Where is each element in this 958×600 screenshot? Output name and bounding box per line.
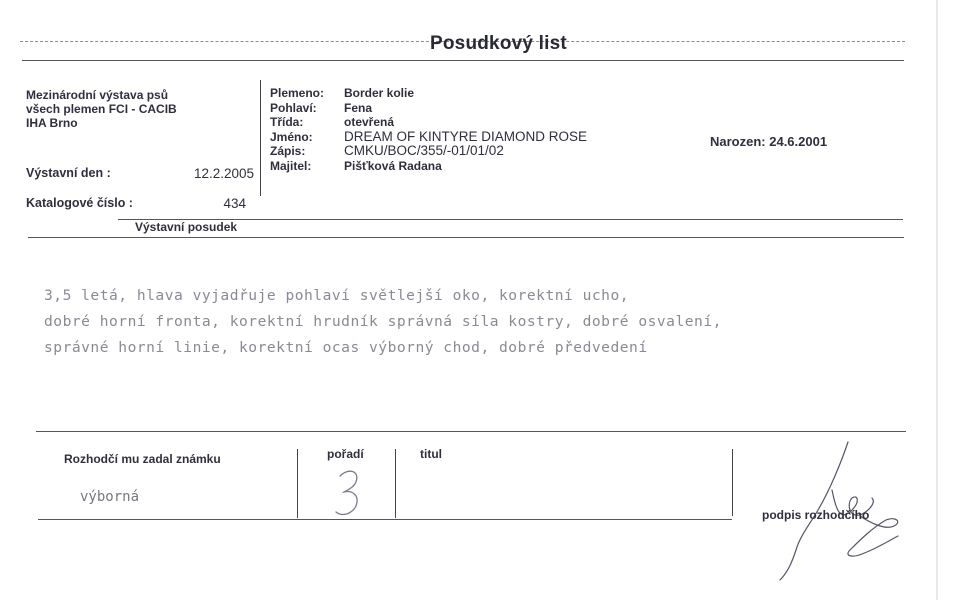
assessment-text bbox=[44, 283, 924, 361]
footer-divider-top bbox=[36, 431, 906, 432]
show-name-line: všech plemen FCI - CACIB bbox=[26, 102, 177, 116]
catalog-row bbox=[26, 196, 246, 211]
assessment-heading: Výstavní posudek bbox=[135, 220, 238, 234]
footer-separator bbox=[732, 449, 733, 516]
sex-label: Pohlaví: bbox=[270, 100, 317, 115]
title-divider bbox=[22, 60, 904, 61]
class-label: Třída: bbox=[270, 115, 304, 129]
header-separator bbox=[260, 80, 261, 196]
birth-date: Narozen: 24.6.2001 bbox=[710, 134, 828, 149]
assessment-line: dobré horní fronta, korektní hrudník správná síla kostry, dobré osvalení, bbox=[44, 313, 722, 330]
signature-label: podpis rozhodčího bbox=[762, 508, 870, 522]
section-divider-bottom bbox=[28, 237, 904, 238]
footer-separator bbox=[395, 449, 396, 518]
registration-value: CMKU/BOC/355/-01/01/02 bbox=[344, 143, 504, 158]
form-title: Posudkový list bbox=[430, 33, 567, 54]
catalog-value: 434 bbox=[223, 196, 246, 211]
assessment-line: správné horní linie, korektní ocas výborný chod, dobré předvedení bbox=[44, 339, 648, 356]
show-day-label: Výstavní den : bbox=[26, 166, 111, 180]
paper-edge bbox=[936, 0, 938, 600]
catalog-label: Katalogové číslo : bbox=[26, 196, 133, 210]
owner-value: Pišťková Radana bbox=[344, 158, 442, 173]
dog-field-labels bbox=[270, 86, 324, 173]
registration-label: Zápis: bbox=[270, 144, 306, 158]
grade-value: výborná bbox=[80, 489, 140, 505]
owner-label: Majitel: bbox=[270, 158, 312, 173]
footer-divider-bottom bbox=[38, 519, 732, 520]
class-value: otevřená bbox=[344, 115, 395, 129]
dog-field-values bbox=[344, 86, 587, 173]
dog-name-value: DREAM OF KINTYRE DIAMOND ROSE bbox=[344, 128, 588, 144]
show-info bbox=[26, 88, 251, 130]
footer-separator bbox=[297, 449, 298, 518]
handwritten-placement bbox=[330, 462, 370, 522]
breed-label: Plemeno: bbox=[270, 86, 325, 100]
show-day-row bbox=[26, 166, 254, 181]
sex-value: Fena bbox=[344, 100, 373, 115]
assessment-line: 3,5 letá, hlava vyjadřuje pohlaví světlejší oko, korektní ucho, bbox=[44, 287, 630, 304]
placement-label: pořadí bbox=[327, 447, 364, 461]
placement-value bbox=[330, 462, 370, 527]
name-label: Jméno: bbox=[270, 129, 313, 144]
title-award-label: titul bbox=[420, 447, 442, 461]
breed-value: Border kolie bbox=[344, 86, 415, 100]
show-name-line: IHA Brno bbox=[26, 116, 78, 130]
show-name-line: Mezinárodní výstava psů bbox=[26, 88, 169, 102]
show-day-value: 12.2.2005 bbox=[193, 166, 254, 181]
grade-label: Rozhodčí mu zadal známku bbox=[64, 452, 221, 466]
